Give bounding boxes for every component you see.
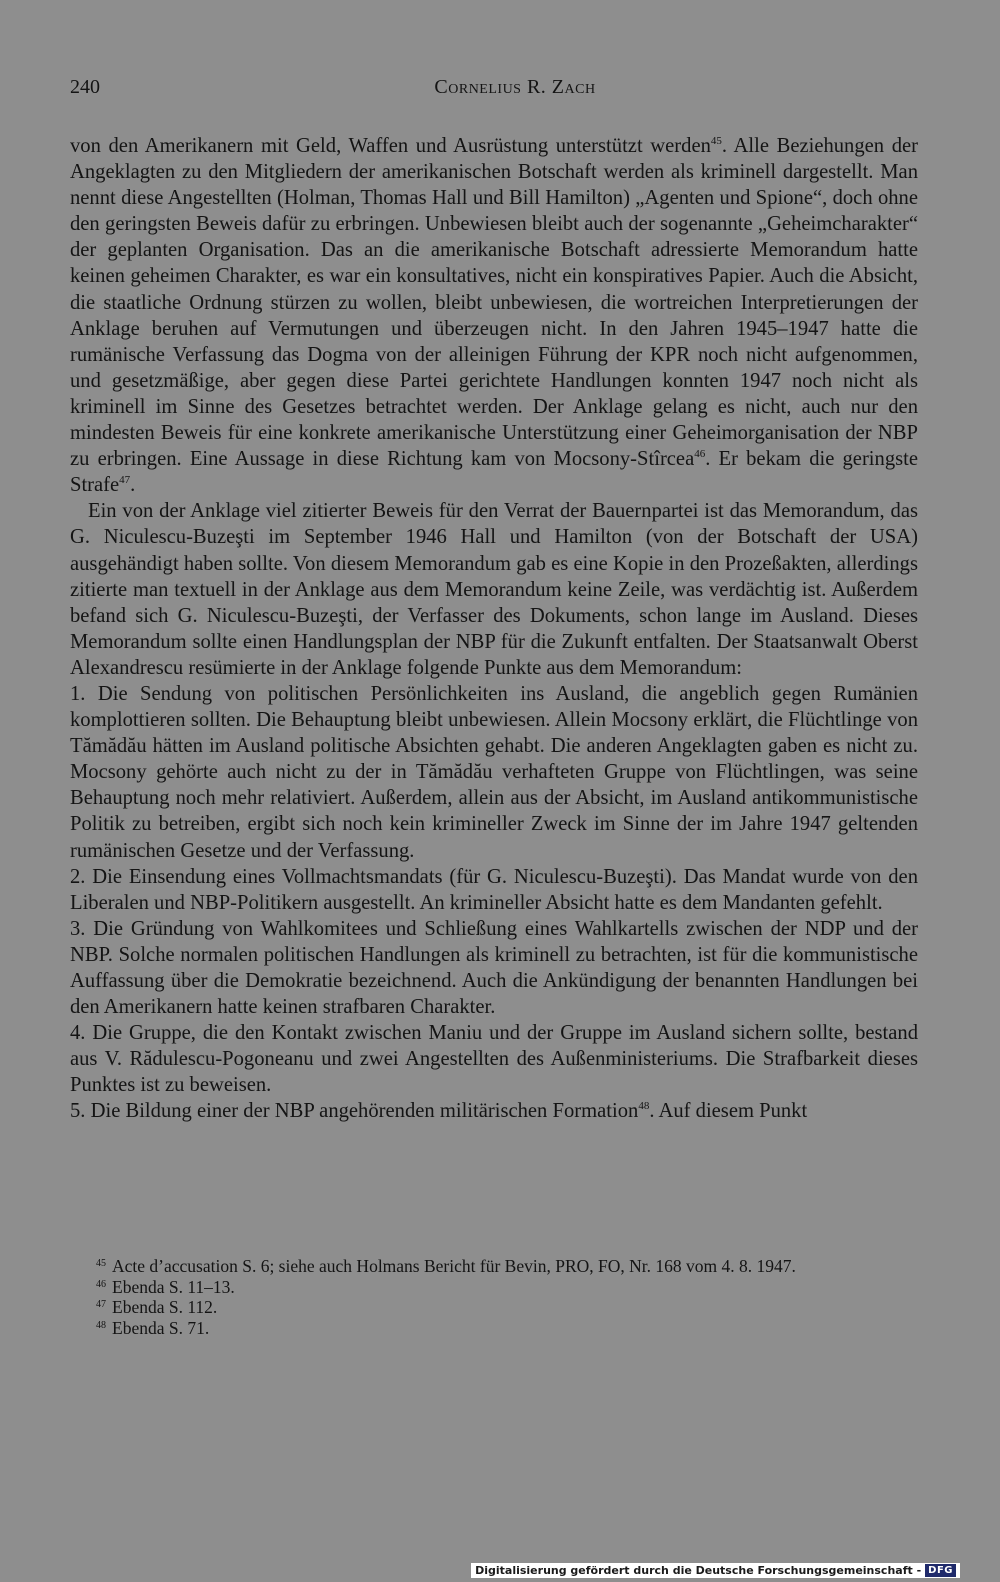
running-head: Cornelius R. Zach <box>434 76 596 98</box>
paragraph-2: Ein von der Anklage viel zitierter Beweis für den Verrat der Bauernpartei ist das Memorandum, das G. Niculescu-Buzeşti im September 1946 Hall und Hamilton (von der Botschaft der USA) ausgehändigt haben sollte. Von diesem Memorandum gab es eine Kopie in den Prozeßakten, allerdings zitierte man textuell in der Anklage aus dem Memorandum keine Zeile, was verdächtig ist. Außerdem befand sich G. Niculescu-Buzeşti, der Verfasser des Dokuments, schon lange im Ausland. Dieses Memorandum sollte einen Handlungsplan der NBP für die Zukunft entfalten. Der Staatsanwalt Oberst Alexandrescu resümierte in der Anklage folgende Punkte aus dem Memorandum: <box>70 500 918 679</box>
footnote <box>70 1297 918 1318</box>
footnote <box>70 1256 918 1277</box>
body-text <box>70 133 918 1125</box>
footnote-number: 45 <box>96 1258 106 1269</box>
list-item-2: 2. Die Einsendung eines Vollmachtsmandats (für G. Niculescu-Buzeşti). Das Mandat wurde von den Liberalen und NBP-Politikern ausgestellt. An krimineller Absicht hatte es dem Mandanten gefehlt. <box>70 865 918 914</box>
paragraph-1-text-b: . Alle Beziehungen der Angeklagten zu den Mitgliedern der amerikanischen Botschaft werden als kriminell dargestellt. Man nennt diese Angestellten (Holman, Thomas Hall und Bill Hamilton) „Agenten und Spione“, doch ohne den geringsten Beweis dafür zu erbringen. Unbewiesen bleibt auch der sogenannte „Geheimcharakter“ der geplanten Organisation. Das an die amerikanische Botschaft adressierte Memorandum hatte keinen geheimen Charakter, es war ein konsultatives, nicht ein konspiratives Papier. Auch die Absicht, die staatliche Ordnung stürzen zu wollen, bleibt unbewiesen, die wortreichen Interpretierungen der Anklage beruhen auf Vermutungen und überzeugen nicht. In den Jahren 1945–1947 hatte die rumänische Verfassung das Dogma von der alleinigen Führung der KPR noch nicht aufgenommen, und gesetzmäßige, aber gegen diese Partei gerichtete Handlungen konnten 1947 noch nicht als kriminell im Sinne des Gesetzes betrachtet werden. Der Anklage gelang es nicht, auch nur den mindesten Beweis für eine konkrete amerikanische Unterstützung einer Geheimorganisation der NBP zu erbringen. Eine Aussage in diese Richtung kam von Mocsony-Stîrcea <box>70 135 918 471</box>
footnote-number: 47 <box>96 1299 106 1310</box>
footnote-text: Ebenda S. 112. <box>112 1297 218 1317</box>
footnote-text: Ebenda S. 71. <box>112 1317 210 1338</box>
footnote-text: Ebenda S. 11–13. <box>112 1276 235 1297</box>
list-item-4: 4. Die Gruppe, die den Kontakt zwischen Maniu und der Gruppe im Ausland sichern sollte, bestand aus V. Rădulescu-Pogoneanu und zwei Angestellten des Außenministeriums. Die Strafbarkeit dieses Punktes ist zu beweisen. <box>70 1022 918 1097</box>
footnote-ref-48: 48 <box>638 1100 650 1113</box>
paragraph-1 <box>70 133 918 498</box>
list-item-1: 1. Die Sendung von politischen Persönlichkeiten ins Ausland, die angeblich gegen Rumänien komplottieren sollten. Die Behauptung bleibt unbewiesen. Allein Mocsony erklärt, die Flüchtlinge von Tămădău hätten im Ausland politische Absichten gehabt. Die anderen Angeklagten gaben es nicht zu. Mocsony gehörte auch nicht zu der in Tămădău verhafteten Gruppe von Flüchtlingen, was seine Behauptung noch mehr relativiert. Außerdem, allein aus der Absicht, im Ausland antikommunistische Politik zu betreiben, ergibt sich noch kein krimineller Zweck im Sinne der im Jahre 1947 geltenden rumänischen Gesetze und der Verfassung. <box>70 682 918 862</box>
footnote-ref-46: 46 <box>694 448 706 461</box>
credit-text: Digitalisierung gefördert durch die Deutsche Forschungsgemeinschaft - <box>475 1564 922 1577</box>
page-number: 240 <box>70 76 100 98</box>
paragraph-1-text-d: . <box>130 474 136 497</box>
footnote-number: 48 <box>96 1319 106 1331</box>
footnote-ref-47: 47 <box>119 474 131 487</box>
paragraph-1-text-c: . Er bekam die geringste Strafe <box>70 448 918 497</box>
footnote <box>70 1318 918 1339</box>
list-item-5 <box>70 1098 918 1124</box>
list-item-5-text-b: . Auf diesem Punkt <box>649 1100 808 1123</box>
dfg-logo-icon: DFG <box>925 1564 956 1577</box>
footnotes <box>70 1256 918 1338</box>
list-item-5-text-a: 5. Die Bildung einer der NBP angehörenden militärischen Formation <box>70 1100 639 1123</box>
footnote-number: 46 <box>96 1278 106 1290</box>
list-item-3: 3. Die Gründung von Wahlkomitees und Schließung eines Wahlkartells zwischen der NDP und der NBP. Solche normalen politischen Handlungen als kriminell zu betrachten, ist für die kommunistische Auffassung über die Demokratie bezeichnend. Auch die Ankündigung der benannten Handlungen bei den Amerikanern hatte keinen strafbaren Charakter. <box>70 917 918 1019</box>
footnote-text: Acte d’accusation S. 6; siehe auch Holmans Bericht für Bevin, PRO, FO, Nr. 168 vom 4. 8. 1947. <box>112 1256 796 1276</box>
footnote <box>70 1277 918 1298</box>
footnote-ref-45: 45 <box>710 135 722 147</box>
paragraph-1-text-a: von den Amerikanern mit Geld, Waffen und Ausrüstung unterstützt werden <box>70 135 711 157</box>
digitization-credit <box>471 1563 960 1578</box>
